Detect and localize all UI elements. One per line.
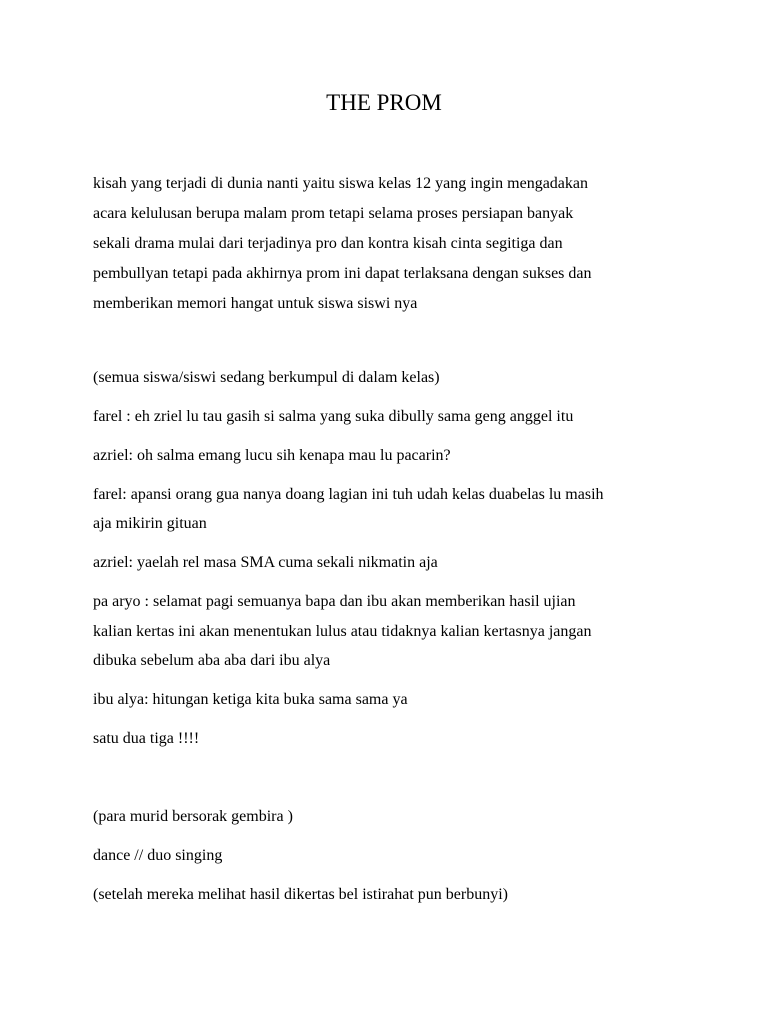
stage-direction-line: dance // duo singing (93, 847, 223, 864)
stage-direction-line: (para murid bersorak gembira ) (93, 808, 293, 825)
stage-direction-line: (semua siswa/siswi sedang berkumpul di dalam kelas) (93, 369, 440, 386)
dialogue-line: satu dua tiga !!!! (93, 730, 200, 747)
dialogue-line: ibu alya: hitungan ketiga kita buka sama sama ya (93, 691, 408, 708)
intro-paragraph (93, 169, 693, 319)
document-title: THE PROM (326, 90, 442, 115)
dialogue-line: azriel: oh salma emang lucu sih kenapa mau lu pacarin? (93, 447, 451, 464)
stage-direction-line: (setelah mereka melihat hasil dikertas bel istirahat pun berbunyi) (93, 886, 508, 903)
intro-line: memberikan memori hangat untuk siswa siswi nya (93, 295, 418, 312)
intro-line: kisah yang terjadi di dunia nanti yaitu siswa kelas 12 yang ingin mengadakan (93, 175, 588, 192)
dialogue-line: azriel: yaelah rel masa SMA cuma sekali nikmatin aja (93, 554, 438, 571)
dialogue-line: pa aryo : selamat pagi semuanya bapa dan ibu akan memberikan hasil ujian (93, 593, 576, 610)
dialogue-line-continued: dibuka sebelum aba aba dari ibu alya (93, 652, 331, 669)
dialogue-line: farel : eh zriel lu tau gasih si salma yang suka dibully sama geng anggel itu (93, 408, 574, 425)
intro-line: pembullyan tetapi pada akhirnya prom ini dapat terlaksana dengan sukses dan (93, 265, 592, 282)
dialogue-line-continued: aja mikirin gituan (93, 515, 207, 532)
intro-line: sekali drama mulai dari terjadinya pro dan kontra kisah cinta segitiga dan (93, 235, 563, 252)
intro-line: acara kelulusan berupa malam prom tetapi selama proses persiapan banyak (93, 205, 574, 222)
dialogue-line-continued: kalian kertas ini akan menentukan lulus atau tidaknya kalian kertasnya jangan (93, 623, 592, 640)
dialogue-line: farel: apansi orang gua nanya doang lagian ini tuh udah kelas duabelas lu masih (93, 486, 604, 503)
